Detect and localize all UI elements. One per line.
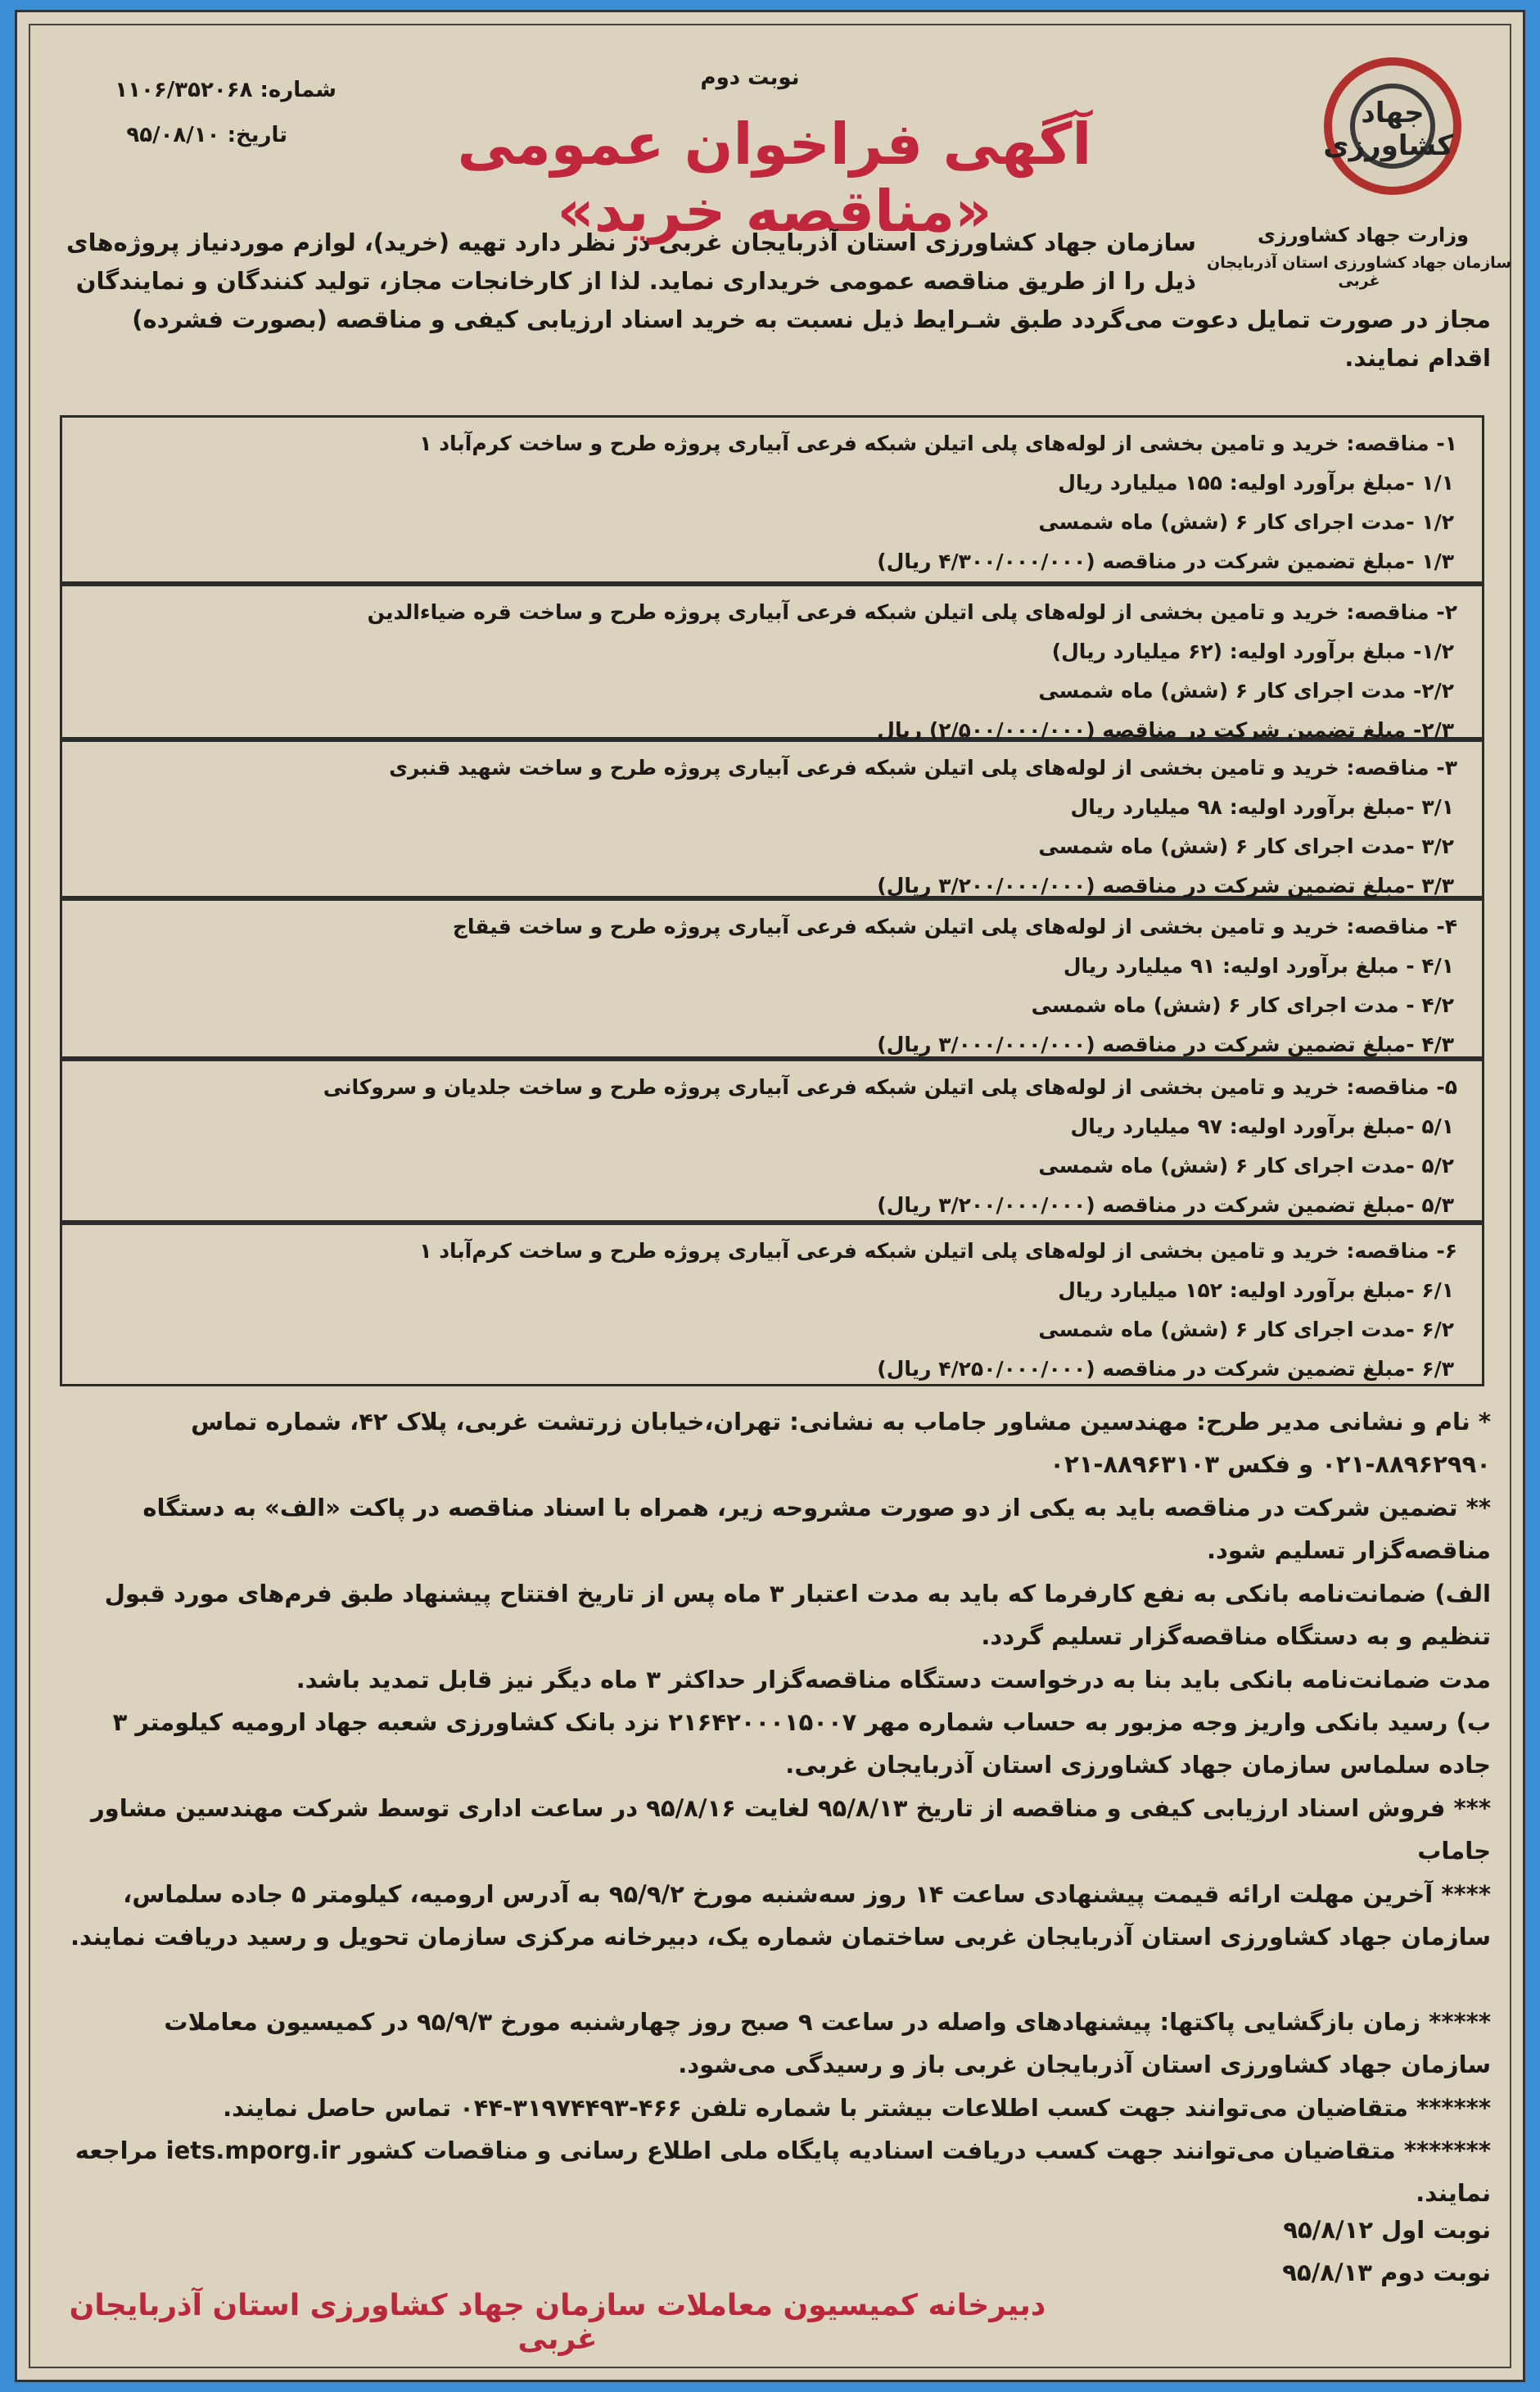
tender-duration: ۵/۲ -مدت اجرای کار ۶ (شش) ماه شمسی (1038, 1154, 1454, 1178)
tender-box-5 (60, 1059, 1484, 1223)
tender-box-1 (60, 415, 1484, 584)
note-guarantee: ** تضمین شرکت در مناقصه باید به یکی از دو صورت مشروحه زیر، همراه با اسناد مناقصه در پاکت «الف» به دستگاه مناقصه‌گزار تسلیم شود. (142, 1494, 1491, 1564)
ministry-name: وزارت جهاد کشاورزی (1257, 224, 1469, 246)
tender-duration: ۶/۲ -مدت اجرای کار ۶ (شش) ماه شمسی (1038, 1318, 1454, 1341)
document-number: شماره: ۱۱۰۶/۳۵۲۰۶۸ (115, 78, 336, 102)
intro-paragraph: سازمان جهاد کشاورزی استان آذربایجان غربی در نظر دارد تهیه (خرید)، لوازم موردنیاز پروژه‌های ذیل را از طریق مناقصه عمومی خریداری نماید. لذا از کارخانجات مجاز، تولید کنندگان و نمایندگان (66, 228, 1196, 295)
tender-box-6 (60, 1223, 1484, 1386)
tender-box-2 (60, 584, 1484, 742)
tender-title: ۳- مناقصه: خرید و تامین بخشی از لوله‌های پلی اتیلن شبکه فرعی آبیاری پروژه طرح و ساخت شهید قنبری (389, 756, 1457, 780)
document-date: تاریخ: ۹۵/۰۸/۱۰ (126, 123, 287, 147)
note-option-a: الف) ضمانت‌نامه بانکی به نفع کارفرما که باید به مدت اعتبار ۳ ماه پس از تاریخ افتتاح پیشنهاد طبق فرم‌های مورد قبول تنظیم و به دستگاه مناقصه‌گزار تسلیم گردد. (104, 1580, 1491, 1650)
tender-duration: ۳/۲ -مدت اجرای کار ۶ (شش) ماه شمسی (1038, 834, 1454, 858)
tender-box-4 (60, 898, 1484, 1059)
tender-title: ۴- مناقصه: خرید و تامین بخشی از لوله‌های پلی اتیلن شبکه فرعی آبیاری پروژه طرح و ساخت قیقاج (452, 915, 1457, 938)
tender-estimate: ۳/۱ -مبلغ برآورد اولیه: ۹۸ میلیارد ریال (1070, 795, 1454, 819)
tender-guarantee: ۳/۳ -مبلغ تضمین شرکت در مناقصه (۳/۲۰۰/۰۰۰/۰۰۰ ریال) (877, 874, 1454, 898)
intro-paragraph-2: مجاز در صورت تمایل دعوت می‌گردد طبق شـرایط ذیل نسبت به خرید اسناد ارزیابی کیفی و مناقصه (بصورت فشرده) اقدام نمایند. (132, 305, 1491, 372)
tender-estimate: ۱/۲- مبلغ برآورد اولیه: (۶۲ میلیارد ریال) (1051, 640, 1454, 663)
tender-title: ۶- مناقصه: خرید و تامین بخشی از لوله‌های پلی اتیلن شبکه فرعی آبیاری پروژه طرح و ساخت کرم‌آباد ۱ (419, 1239, 1457, 1263)
note-opening: ***** زمان بازگشایی پاکتها: پیشنهادهای واصله در ساعت ۹ صبح روز چهارشنبه مورخ ۹۵/۹/۳ در کمیسیون معاملات سازمان جهاد کشاورزی استان آذربایجان غربی باز و رسیدگی می‌شود. (164, 2008, 1491, 2078)
jihad-logo-seal (1324, 57, 1461, 195)
note-manager: * نام و نشانی مدیر طرح: مهندسین مشاور جاماب به نشانی: تهران،خیابان زرتشت غربی، پلاک ۴۲، شماره تماس ۸۸۹۶۲۹۹۰-۰۲۱ و فکس ۸۸۹۶۳۱۰۳-۰۲۱ (191, 1408, 1491, 1478)
tender-estimate: ۱/۱ -مبلغ برآورد اولیه: ۱۵۵ میلیارد ریال (1058, 471, 1454, 495)
tender-duration: ۱/۲ -مدت اجرای کار ۶ (شش) ماه شمسی (1038, 510, 1454, 534)
logo-text: جهاد کشاورزی (1323, 97, 1453, 162)
tender-guarantee: ۵/۳ -مبلغ تضمین شرکت در مناقصه (۳/۲۰۰/۰۰۰/۰۰۰ ریال) (877, 1193, 1454, 1217)
tender-guarantee: ۶/۳ -مبلغ تضمین شرکت در مناقصه (۴/۲۵۰/۰۰۰/۰۰۰ ریال) (877, 1357, 1454, 1381)
organization-name: سازمان جهاد کشاورزی استان آذربایجان غربی (1206, 254, 1512, 290)
tender-box-3 (60, 739, 1484, 898)
tender-estimate: ۴/۱ - مبلغ برآورد اولیه: ۹۱ میلیارد ریال (1063, 954, 1454, 978)
note-sale: *** فروش اسناد ارزیابی کیفی و مناقصه از تاریخ ۹۵/۸/۱۳ لغایت ۹۵/۸/۱۶ در ساعت اداری توسط شرکت مهندسین مشاور جاماب (90, 1794, 1491, 1865)
tender-title: ۲- مناقصه: خرید و تامین بخشی از لوله‌های پلی اتیلن شبکه فرعی آبیاری پروژه طرح و ساخت قره ضیاءالدین (367, 600, 1457, 624)
tender-estimate: ۶/۱ -مبلغ برآورد اولیه: ۱۵۲ میلیارد ریال (1058, 1278, 1454, 1302)
note-portal: ******* متقاضیان می‌توانند جهت کسب دریافت اسنادیه پایگاه ملی اطلاع رسانی و مناقصات کشور iets.mporg.ir مراجعه نمایند. (75, 2137, 1491, 2207)
tender-title: ۱- مناقصه: خرید و تامین بخشی از لوله‌های پلی اتیلن شبکه فرعی آبیاری پروژه طرح و ساخت کرم‌آباد ۱ (419, 432, 1457, 455)
tender-guarantee: ۱/۳ -مبلغ تضمین شرکت در مناقصه (۴/۳۰۰/۰۰۰/۰۰۰ ریال) (877, 549, 1454, 573)
tender-guarantee: ۴/۳ -مبلغ تضمین شرکت در مناقصه (۳/۰۰۰/۰۰۰/۰۰۰ ریال) (877, 1033, 1454, 1056)
round-first: نوبت اول ۹۵/۸/۱۲ (1283, 2216, 1491, 2244)
publication-rounds (1163, 2209, 1491, 2294)
note-contact: ****** متقاضیان می‌توانند جهت کسب اطلاعات بیشتر با شماره تلفن ۴۶۶-۳۱۹۷۴۴۹۳-۰۴۴ تماس حاصل نمایند. (223, 2094, 1491, 2122)
note-validity: مدت ضمانت‌نامه بانکی باید بنا به درخواست دستگاه مناقصه‌گزار حداکثر ۳ ماه دیگر نیز قابل تمدید باشد. (296, 1666, 1491, 1693)
page-title: آگهی فراخوان عمومی «مناقصه خرید» (457, 111, 1092, 245)
newspaper-clipping (15, 10, 1525, 2382)
footer-secretariat: دبیرخانه کمیسیون معاملات سازمان جهاد کشاورزی استان آذربایجان غربی (69, 2289, 1046, 2356)
note-option-b: ب) رسید بانکی واریز وجه مزبور به حساب شماره مهر ۲۱۶۴۲۰۰۰۱۵۰۰۷ نزد بانک کشاورزی شعبه جهاد ارومیه کیلومتر ۳ جاده سلماس سازمان جهاد کشاورزی استان آذربایجان غربی. (112, 1708, 1491, 1779)
tender-duration: ۲/۲- مدت اجرای کار ۶ (شش) ماه شمسی (1038, 679, 1454, 703)
tender-estimate: ۵/۱ -مبلغ برآورد اولیه: ۹۷ میلیارد ریال (1070, 1115, 1454, 1138)
tender-title: ۵- مناقصه: خرید و تامین بخشی از لوله‌های پلی اتیلن شبکه فرعی آبیاری پروژه طرح و ساخت جلدیان و سروکانی (323, 1075, 1457, 1099)
round-label: نوبت دوم (700, 66, 800, 90)
round-second: نوبت دوم ۹۵/۸/۱۳ (1282, 2259, 1491, 2286)
note-deadline: **** آخرین مهلت ارائه قیمت پیشنهادی ساعت ۱۴ روز سه‌شنبه مورخ ۹۵/۹/۲ به آدرس ارومیه، کیلومتر ۵ جاده سلماس، سازمان جهاد کشاورزی استان آذربایجان غربی ساختمان شماره یک، دبیرخانه مرکزی سازمان تحویل و رسید دریافت نمایند. (70, 1880, 1491, 1951)
tender-guarantee: ۲/۳- مبلغ تضمین شرکت در مناقصه (۲/۵۰۰/۰۰۰/۰۰۰) ریال (877, 718, 1454, 742)
tender-duration: ۴/۲ - مدت اجرای کار ۶ (شش) ماه شمسی (1031, 993, 1454, 1017)
